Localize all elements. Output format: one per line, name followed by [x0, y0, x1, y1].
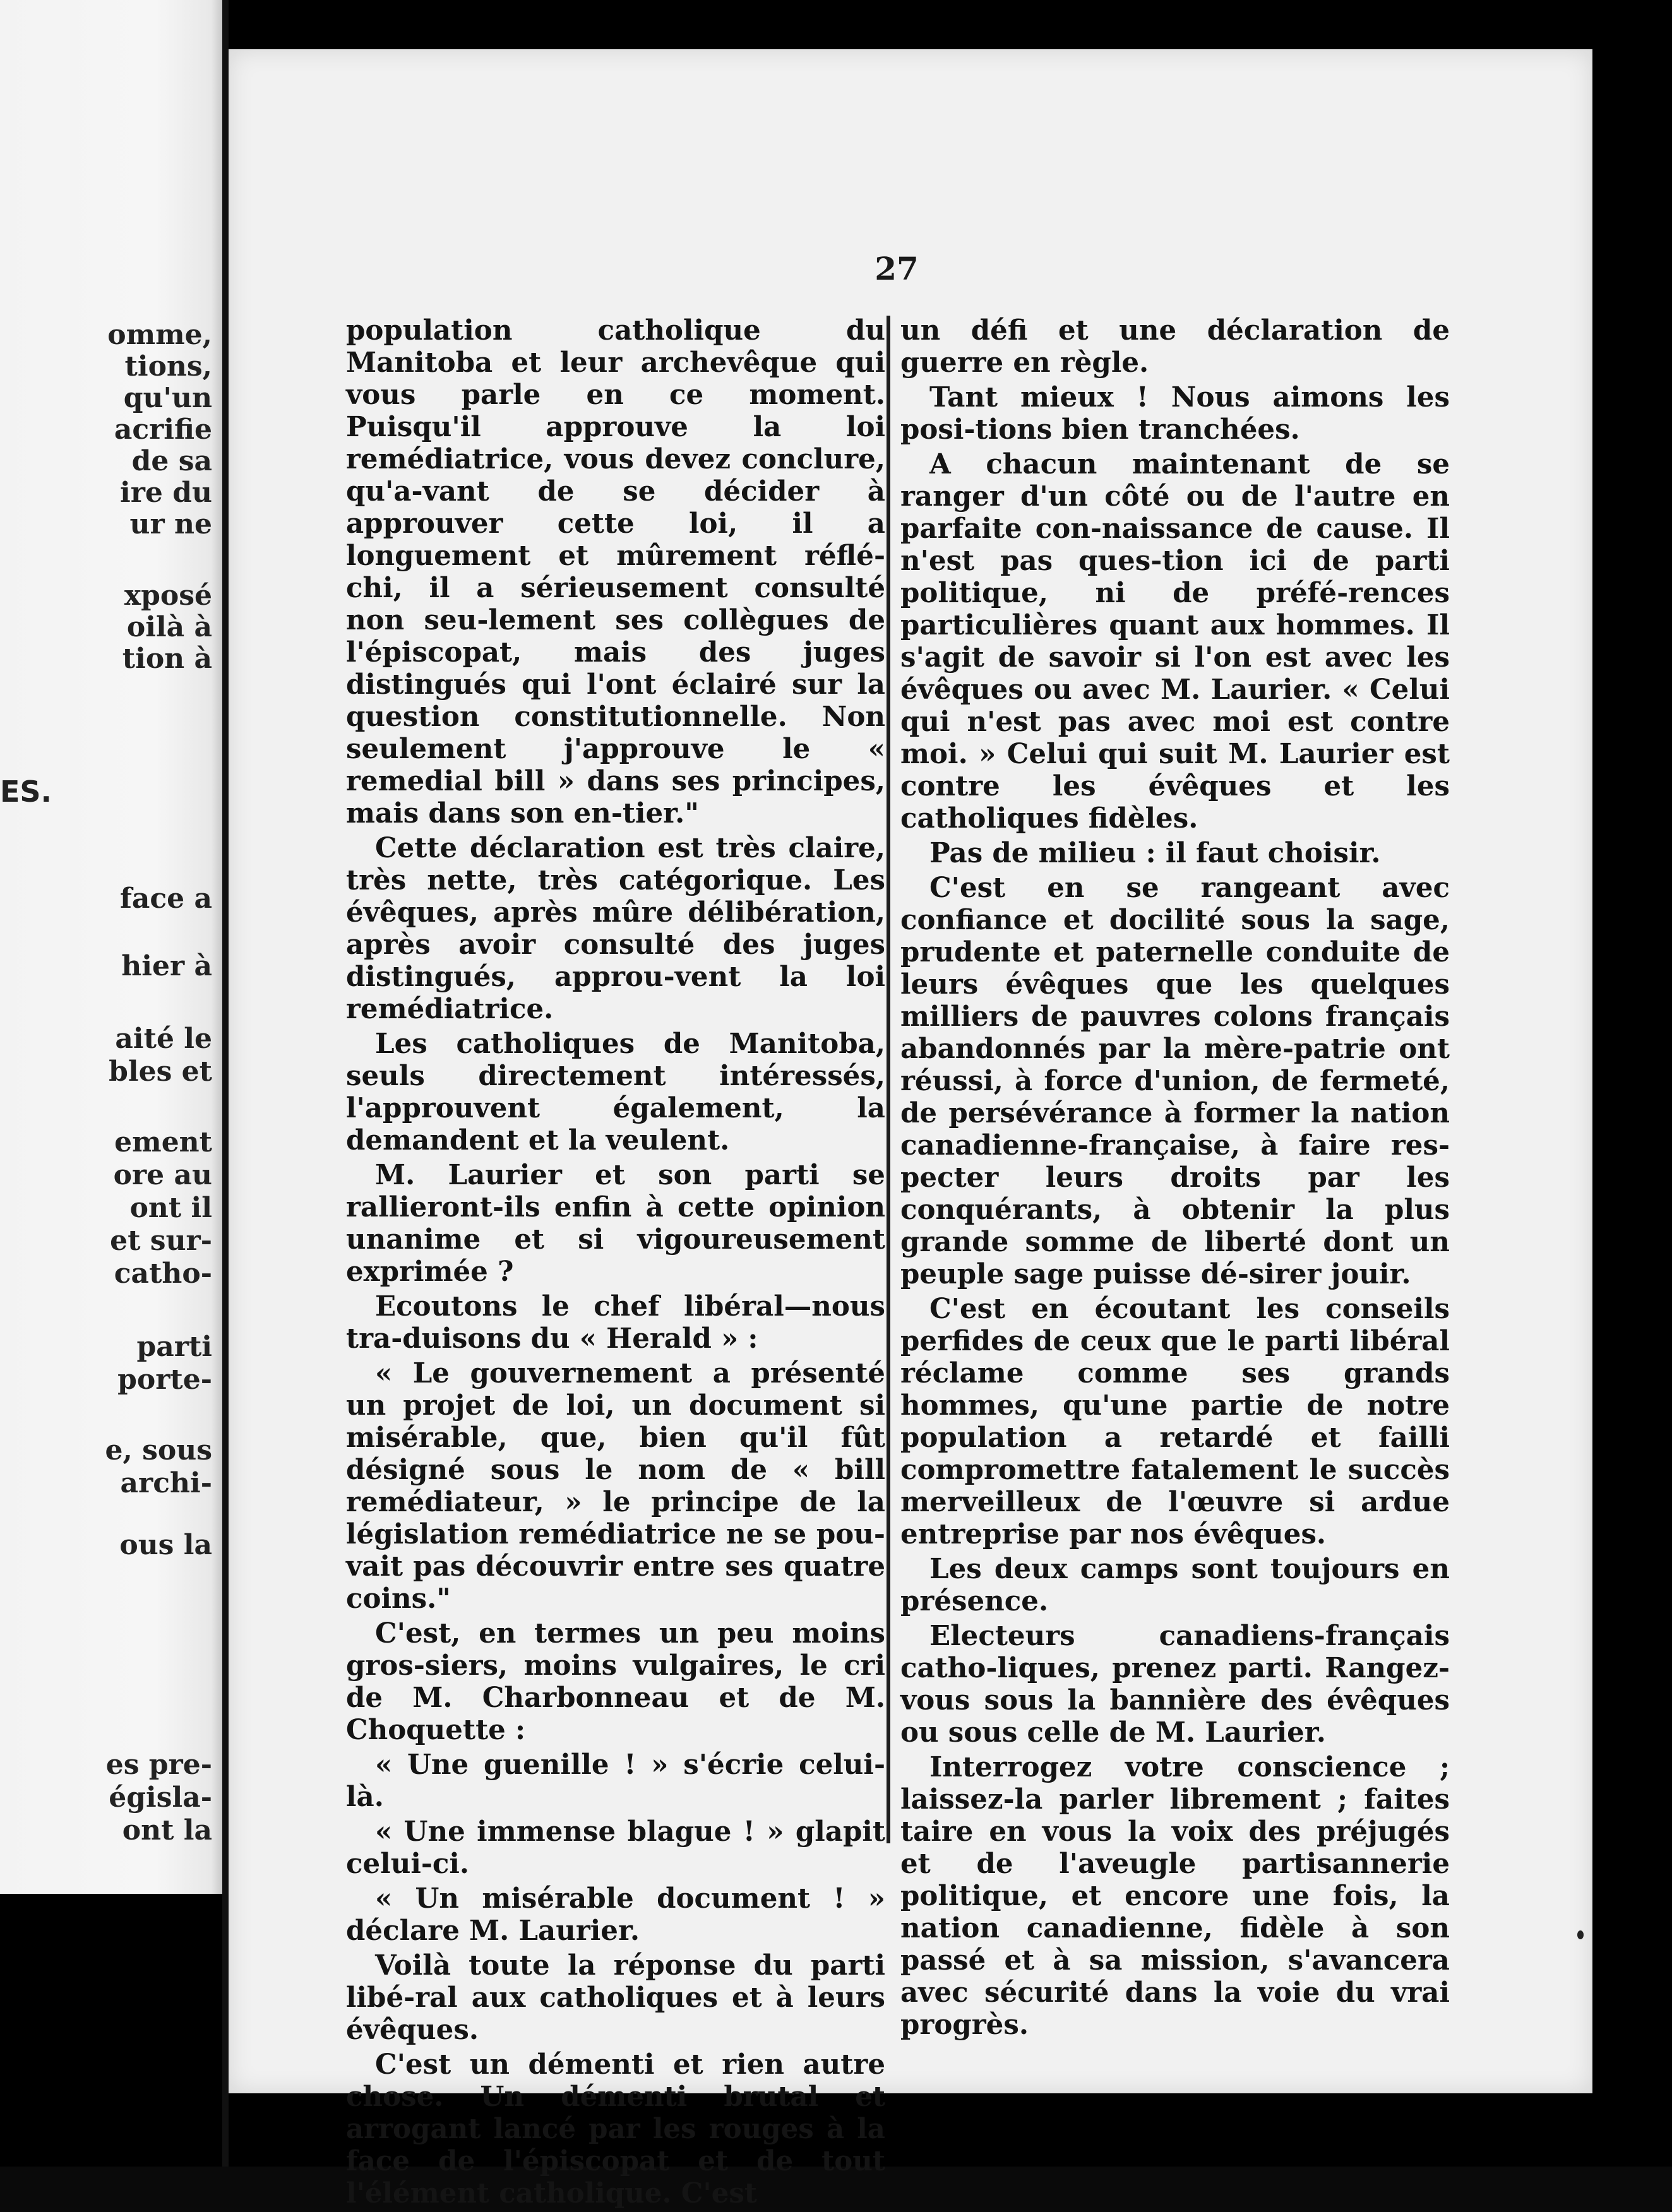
paragraph: « Une guenille ! » s'écrie celui-là. — [346, 1749, 885, 1813]
paragraph: population catholique du Manitoba et leur archevêque qui vous parle en ce moment. Puisqu'il approuve la loi remédiatrice, vous devez conclure, qu'a-vant de se décider à approuver cette loi, il a longuement et mûrement réflé-chi, il a sérieusement consulté non seu-lement ses collègues de l'épiscopat, mais des juges distingués qui l'ont éclairé sur la question constitutionnelle. Non seulement j'approuve le « remedial bill » dans ses principes, mais dans son en-tier." — [346, 314, 885, 830]
left-page-fragment-line: catho- — [114, 1258, 212, 1290]
paragraph: un défi et une déclaration de guerre en règle. — [900, 314, 1450, 379]
left-page-fragment-line: et sur- — [110, 1225, 212, 1257]
left-page-fragment-line: ont il — [129, 1192, 212, 1224]
left-page-fragment — [0, 0, 222, 1894]
left-page-fragment-line: ES. — [0, 775, 52, 809]
left-page-fragment-line: hier à — [121, 950, 212, 982]
left-page-fragment-line: aité le — [115, 1023, 212, 1055]
left-page-fragment-line: ont la — [122, 1814, 212, 1846]
paragraph: « Un misérable document ! » déclare M. Laurier. — [346, 1882, 885, 1947]
text-column-left — [346, 314, 885, 2212]
paragraph: Interrogez votre conscience ; laissez-la parler librement ; faites taire en vous la voix des préjugés et de l'aveugle partisannerie politique, et encore une fois, la nation canadienne, fidèle à son passé et à sa mission, s'avancera avec sécurité dans la voie du vrai progrès. — [900, 1751, 1450, 2041]
ink-spot — [1577, 1930, 1584, 1939]
paragraph: Pas de milieu : il faut choisir. — [929, 837, 1381, 869]
left-page-fragment-line: face a — [119, 883, 212, 915]
left-page-fragment-line: ore au — [113, 1159, 212, 1191]
page-number: 27 — [875, 250, 919, 287]
paragraph: C'est en écoutant les conseils perfides de ceux que le parti libéral réclame comme ses grands hommes, qu'une partie de notre population a retardé et failli compromettre fatalement le succès merveilleux de l'œuvre si ardue entreprise par nos évêques. — [900, 1293, 1450, 1550]
paragraph: Les catholiques de Manitoba, seuls directement intéressés, l'approuvent également, la demandent et la veulent. — [346, 1028, 885, 1157]
left-page-fragment-line: archi- — [120, 1467, 212, 1499]
left-page-fragment-line: ur ne — [129, 508, 212, 540]
left-page-fragment-line: e, sous — [105, 1434, 212, 1466]
paragraph: Ecoutons le chef libéral—nous tra-duisons du « Herald » : — [346, 1290, 885, 1355]
left-page-fragment-line: tions, — [124, 350, 212, 383]
paragraph: Voilà toute la réponse du parti libé-ral aux catholiques et à leurs évêques. — [346, 1949, 885, 2046]
left-page-fragment-line: ous la — [119, 1529, 212, 1561]
left-page-fragment-line: qu'un — [123, 382, 212, 414]
left-page-fragment-line: égisla- — [109, 1781, 212, 1814]
left-page-fragment-line: tion à — [122, 643, 212, 675]
paragraph: Les deux camps sont toujours en présence. — [900, 1553, 1450, 1617]
paragraph: Cette déclaration est très claire, très nette, très catégorique. Les évêques, après mûre délibération, après avoir consulté des juges distingués, approu-vent la loi remédiatrice. — [346, 832, 885, 1025]
paragraph: « Le gouvernement a présenté un projet de loi, un document si misérable, que, bien qu'il fût désigné sous le nom de « bill remédiateur, » le principe de la législation remédiatrice ne se pou-vait pas découvrir entre ses quatre coins." — [346, 1357, 885, 1615]
left-page-fragment-line: bles et — [109, 1055, 212, 1088]
left-page-fragment-line: oilà à — [126, 611, 212, 643]
left-page-fragment-line: parti — [136, 1331, 212, 1363]
left-page-fragment-line: xposé — [124, 580, 212, 612]
paragraph: A chacun maintenant de se ranger d'un côté ou de l'autre en parfaite con-naissance de cause. Il n'est pas ques-tion ici de parti politique, ni de préfé-rences particulières quant aux hommes. Il s'agit de savoir si l'on est avec les évêques ou avec M. Laurier. « Celui qui n'est pas avec moi est contre moi. » Celui qui suit M. Laurier est contre les évêques et les catholiques fidèles. — [900, 448, 1450, 835]
left-page-fragment-line: omme, — [107, 319, 212, 351]
left-page-fragment-line: ire du — [120, 477, 212, 509]
paragraph: M. Laurier et son parti se rallieront-ils enfin à cette opinion unanime et si vigoureusement exprimée ? — [346, 1159, 885, 1288]
paragraph: Electeurs canadiens-français catho-liques, prenez parti. Rangez-vous sous la bannière des évêques ou sous celle de M. Laurier. — [900, 1620, 1450, 1749]
paragraph: Tant mieux ! Nous aimons les posi-tions bien tranchées. — [900, 381, 1450, 446]
left-page-fragment-line: acrifie — [114, 413, 212, 446]
gutter-fold — [222, 0, 229, 2167]
left-page-fragment-line: de sa — [131, 445, 212, 477]
paragraph: « Une immense blague ! » glapit celui-ci. — [346, 1816, 885, 1880]
paragraph: C'est en se rangeant avec confiance et docilité sous la sage, prudente et paternelle conduite de leurs évêques que les quelques milliers de pauvres colons français abandonnés par la mère-patrie ont réussi, à force d'union, de fermeté, de persévérance à former la nation canadienne-française, à faire res-pecter leurs droits par les conquérants, à obtenir la plus grande somme de liberté dont un peuple sage puisse dé-sirer jouir. — [900, 872, 1450, 1290]
left-page-fragment-line: ement — [114, 1126, 212, 1158]
column-divider — [887, 316, 890, 1843]
left-page-fragment-line: porte- — [117, 1364, 212, 1396]
paragraph: C'est un démenti et rien autre chose. Un démenti brutal et arrogant lancé par les rouges à la face de l'épiscopat et de tout l'élément catholique. C'est — [346, 2048, 885, 2209]
left-page-fragment-line: es pre- — [105, 1749, 212, 1781]
text-column-right — [900, 314, 1450, 2043]
paragraph: C'est, en termes un peu moins gros-siers, moins vulgaires, le cri de M. Charbonneau et de M. Choquette : — [346, 1617, 885, 1746]
